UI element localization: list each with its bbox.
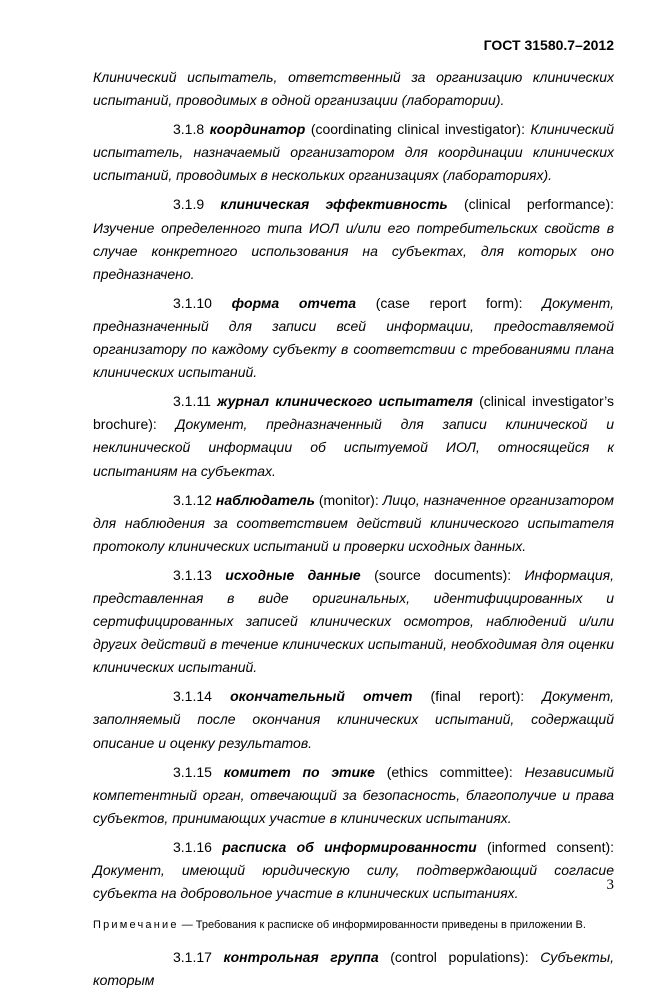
definition-paragraph xyxy=(93,946,614,992)
definition-number: 3.1.15 xyxy=(173,763,212,780)
definition-body: Документ, предназначенный для записи всей информации, предоставляемой организатору по каждому субъекту в соответствии с требованиями плана клинических испытаний. xyxy=(93,294,614,381)
definition-term: комитет по этике xyxy=(223,763,375,780)
definition-paragraph xyxy=(93,118,614,187)
definition-english: (informed consent): xyxy=(487,838,615,855)
definition-number: 3.1.9 xyxy=(173,196,205,213)
definition-body: Документ, предназначенный для записи клинической и неклинической информации об испытуемой ИОЛ, относящейся к испытаниям на субъектах. xyxy=(93,416,615,479)
definition-english: (ethics committee): xyxy=(386,763,513,780)
definition-english: (monitor): xyxy=(318,491,379,508)
definition-term: исходные данные xyxy=(225,566,361,583)
note-paragraph xyxy=(93,915,614,936)
definition-body: Клинический испытатель, назначаемый организатором для координации клинических испытаний, проводимых в нескольких организациях (лабораториях). xyxy=(93,121,615,184)
intro-paragraph: Клинический испытатель, ответственный за организацию клинических испытаний, проводимых в одной организации (лаборатории). xyxy=(93,69,614,109)
definition-paragraph xyxy=(93,390,614,482)
definition-number: 3.1.12 xyxy=(173,491,212,508)
definition-paragraph xyxy=(93,761,614,830)
definition-term: координатор xyxy=(209,121,306,138)
definition-number: 3.1.8 xyxy=(173,121,205,138)
document-body xyxy=(93,66,614,998)
definition-number: 3.1.16 xyxy=(173,838,212,855)
definition-term: журнал клинического испытателя xyxy=(217,393,473,410)
definition-body: Изучение определенного типа ИОЛ и/или его потребительских свойств в случае конкретного использования на субъектах, для которых оно предназначено. xyxy=(93,219,614,282)
definition-english: (source documents): xyxy=(374,566,512,583)
definition-paragraph xyxy=(93,292,614,384)
note-label: Примечание xyxy=(93,919,179,932)
definition-number: 3.1.10 xyxy=(173,294,212,311)
definitions-list xyxy=(93,118,614,905)
definition-number: 3.1.17 xyxy=(173,949,212,966)
definition-english: (case report form): xyxy=(375,294,523,311)
definition-number: 3.1.13 xyxy=(173,566,212,583)
definition-number: 3.1.14 xyxy=(173,688,212,705)
definition-english: (clinical performance): xyxy=(463,196,615,213)
definition-paragraph xyxy=(93,685,614,754)
note-text: — Требования к расписке об информированности приведены в приложении В. xyxy=(178,919,586,932)
definition-paragraph xyxy=(93,193,614,285)
page-number: 3 xyxy=(606,877,614,893)
definition-paragraph xyxy=(93,489,614,558)
definition-term: окончательный отчет xyxy=(230,688,413,705)
definition-term: наблюдатель xyxy=(215,491,315,508)
document-header: ГОСТ 31580.7–2012 xyxy=(483,37,614,53)
definition-english: (coordinating clinical investigator): xyxy=(310,121,525,138)
definition-body: Независимый компетентный орган, отвечающий за безопасность, благополучие и права субъектов, принимающих участие в клинических испытаниях. xyxy=(93,763,615,826)
definition-english: (clinical investigator’s brochure): xyxy=(93,393,615,433)
definition-english: (control populations): xyxy=(390,949,529,966)
definition-number: 3.1.11 xyxy=(173,393,211,410)
definition-body: Документ, заполняемый после окончания клинических испытаний, содержащий описание и оценку результатов. xyxy=(93,688,614,751)
definition-body: Лицо, назначенное организатором для наблюдения за соответствием действий клинического испытателя протоколу клинических испытаний и проверки исходных данных. xyxy=(93,491,615,554)
definition-english: (final report): xyxy=(430,688,525,705)
definition-body: Субъекты, которым xyxy=(93,949,615,989)
definition-body: Документ, имеющий юридическую силу, подтверждающий согласие субъекта на добровольное участие в клинических испытаниях. xyxy=(93,862,614,902)
definition-body: Информация, представленная в виде оригинальных, идентифицированных и сертифицированных записей клинических осмотров, наблюдений и/или других действий в течение клинических испытаний, необходимая для оценки клинических испытаний. xyxy=(93,566,614,676)
definition-paragraph xyxy=(93,564,614,679)
definition-term: контрольная группа xyxy=(223,949,379,966)
definition-paragraph xyxy=(93,836,614,905)
definition-term: клиническая эффективность xyxy=(220,196,448,213)
definition-term: расписка об информированности xyxy=(222,838,477,855)
definition-term: форма отчета xyxy=(231,294,357,311)
